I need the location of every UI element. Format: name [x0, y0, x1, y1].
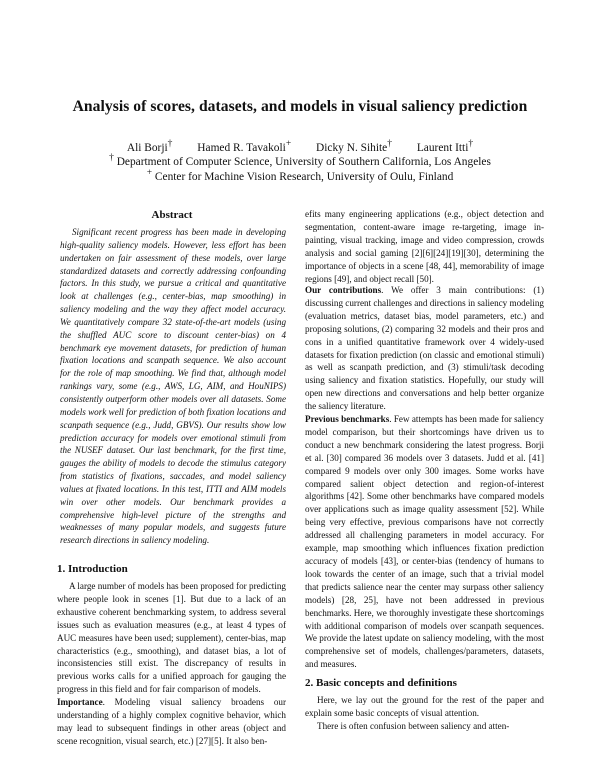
previous-benchmarks-paragraph: Previous benchmarks. Few attempts has been made for saliency model comparison, but their shortcomings have driven us to conduct a new benchmark considering the latest progress. Borji et al. [30] compared 36 models over 3 datasets. Judd et al. [41] compared 9 models over only 300 images. Some works have compared salient object detection and region-of-interest algorithms [42]. Some other benchmarks have compared models over applications such as image quality assessment [52]. While being very effective, previous comparisons have not correctly addressed all challenging parameters in model accuracy. For example, map smoothing which influences fixation prediction accuracy of models [43], or center-bias (tendency of humans to look towards the center of an image, such that a trivial model that predicts salience near the center may surpass other saliency models) [28, 25], have not been addressed in previous benchmarks. Here, we thoroughly investigate these shortcomings with additional comparison of models over scanpath sequences. We provide the latest update on saliency modeling, with the most comprehensive set of models, challenges/parameters, datasets, and measures.	[305, 414, 544, 670]
author-list	[0, 139, 600, 154]
contributions-paragraph: Our contributions. We offer 3 main contributions: (1) discussing current challenges and directions in saliency modeling (evaluation metrics, dataset bias, model parameters, etc.) and proposing solutions, (2) comparing 32 models and their pros and cons in a unified quantitative framework over 4 widely-used datasets for fixation prediction (on classic and emotional stimuli) as well as scanpath prediction, and (3) stimuli/task decoding using saliency and fixation statistics. Hopefully, our study will open new directions and conversations and help better organize the saliency literature.	[305, 285, 544, 412]
intro-paragraph: A large number of models has been proposed for predicting where people look in scenes [1]. But due to a lack of an exhaustive coherent benchmarking system, to address several issues such as evaluation measures (e.g., at least 4 types of AUC measures have been used; supplement), center-bias, map characteristics (e.g., smoothing), and dataset bias, a lot of inconsistencies still exist. The discrepancy of results in previous works calls for a unified approach for gauging the progress in this field and for fair comparison of models.	[57, 581, 286, 695]
intro-continued-paragraph: efits many engineering applications (e.g., object detection and segmentation, content-aware image re-targeting, image in-painting, visual tracking, image and video compression, crowds analysis and social gaming [2][6][24][19][30], determining the importance of objects in a scene [48, 44], memorability of image regions [49], and object recall [50].	[305, 209, 544, 284]
section-paragraph: There is often confusion between saliency and atten-	[317, 721, 510, 731]
affiliation: + Center for Machine Vision Research, University of Oulu, Finland	[146, 168, 454, 183]
importance-paragraph: Importance. Modeling visual saliency broadens our understanding of a highly complex cognitive behavior, which may lead to subsequent findings in other areas (object and scene recognition, visual search, etc.) [27][5]. It also ben-	[57, 697, 286, 746]
affiliation: † Department of Computer Science, University of Southern California, Los Angeles	[109, 153, 491, 168]
section-heading: 2. Basic concepts and definitions	[305, 677, 457, 689]
author: Dicky N. Sihite†	[316, 139, 392, 154]
paper-title: Analysis of scores, datasets, and models in visual saliency prediction	[72, 98, 528, 115]
abstract-text: Significant recent progress has been made in developing high-quality saliency models. However, less effort has been undertaken on fair assessment of these models, over large standardized datasets and correctly addressing confounding factors. In this study, we pursue a critical and quantitative look at challenges (e.g., center-bias, map smoothing) in saliency modeling and the way they affect model accuracy. We quantitatively compare 32 state-of-the-art models (using the shuffled AUC score to discount center-bias) on 4 benchmark eye movement datasets, for prediction of human fixation locations and scanpath sequence. We also account for the role of map smoothing. We find that, although model rankings vary, some (e.g., AWS, LG, AIM, and HouNIPS) consistently outperform other models over all datasets. Some models work well for prediction of both fixation locations and scanpath sequence (e.g., Judd, GBVS). Our results show low prediction accuracy for models over emotional stimuli from the NUSEF dataset. Our last benchmark, for the first time, gauges the ability of models to decode the stimulus category from statistics of fixations, saccades, and model saliency values at fixated locations. In this test, ITTI and AIM models win over other models. Our benchmark provides a comprehensive high-level picture of the strengths and weaknesses of many popular models, and suggests future research directions in saliency modeling.	[60, 227, 286, 546]
author: Laurent Itti†	[416, 139, 474, 154]
section-heading: 1. Introduction	[57, 563, 128, 575]
author: Hamed R. Tavakoli+	[197, 139, 292, 154]
abstract-heading: Abstract	[151, 209, 193, 221]
author: Ali Borji†	[126, 139, 173, 154]
section-paragraph: Here, we lay out the ground for the rest of the paper and explain some basic concepts of visual attention.	[305, 695, 544, 718]
